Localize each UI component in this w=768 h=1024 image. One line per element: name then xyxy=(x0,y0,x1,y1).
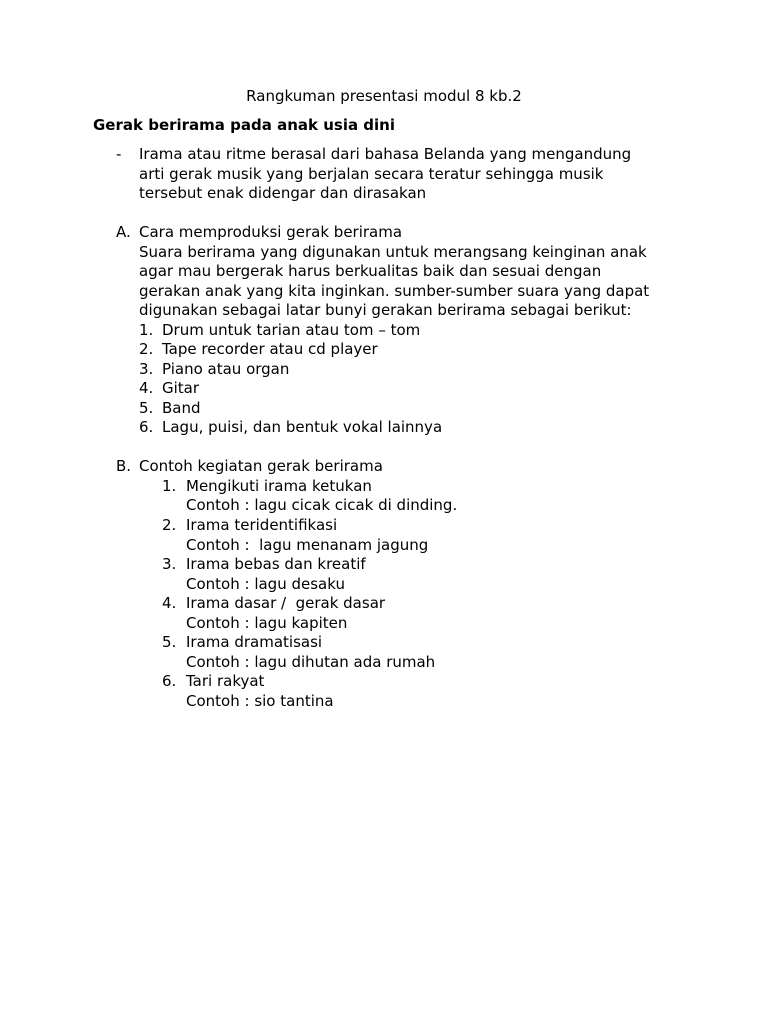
section-heading: Gerak berirama pada anak usia dini xyxy=(93,116,395,134)
list-number: 4. xyxy=(139,379,154,397)
list-item-example: Contoh : sio tantina xyxy=(186,692,334,710)
list-number: 5. xyxy=(139,399,154,417)
section-a-marker: A. xyxy=(116,223,131,241)
list-item: Irama dasar / gerak dasar xyxy=(186,594,386,612)
list-number: 4. xyxy=(162,594,177,612)
list-item: Mengikuti irama ketukan xyxy=(186,477,372,495)
list-item: Tape recorder atau cd player xyxy=(162,340,378,358)
list-item: Gitar xyxy=(162,379,200,397)
intro-line: tersebut enak didengar dan dirasakan xyxy=(139,184,427,202)
list-item: Drum untuk tarian atau tom – tom xyxy=(162,321,421,339)
list-number: 5. xyxy=(162,633,177,651)
section-a-paragraph-line: gerakan anak yang kita inginkan. sumber-sumber suara yang dapat xyxy=(139,282,650,300)
list-number: 3. xyxy=(162,555,177,573)
bullet-marker: - xyxy=(116,145,122,163)
list-item: Irama dramatisasi xyxy=(186,633,323,651)
list-number: 1. xyxy=(162,477,177,495)
list-number: 2. xyxy=(139,340,154,358)
section-a-title: Cara memproduksi gerak berirama xyxy=(139,223,403,241)
list-number: 6. xyxy=(162,672,177,690)
section-a-paragraph-line: Suara berirama yang digunakan untuk merangsang keinginan anak xyxy=(139,243,647,261)
section-a-paragraph-line: agar mau bergerak harus berkualitas baik dan sesuai dengan xyxy=(139,262,602,280)
list-item: Lagu, puisi, dan bentuk vokal lainnya xyxy=(162,418,443,436)
list-item: Irama bebas dan kreatif xyxy=(186,555,366,573)
list-number: 3. xyxy=(139,360,154,378)
list-number: 2. xyxy=(162,516,177,534)
section-b-title: Contoh kegiatan gerak berirama xyxy=(139,457,383,475)
list-number: 1. xyxy=(139,321,154,339)
list-item-example: Contoh : lagu menanam jagung xyxy=(186,536,429,554)
list-item: Piano atau organ xyxy=(162,360,290,378)
list-item: Tari rakyat xyxy=(186,672,265,690)
list-number: 6. xyxy=(139,418,154,436)
section-b-marker: B. xyxy=(116,457,132,475)
section-a-paragraph-line: digunakan sebagai latar bunyi gerakan berirama sebagai berikut: xyxy=(139,301,632,319)
page-title: Rangkuman presentasi modul 8 kb.2 xyxy=(246,87,522,105)
list-item-example: Contoh : lagu dihutan ada rumah xyxy=(186,653,436,671)
list-item-example: Contoh : lagu cicak cicak di dinding. xyxy=(186,496,458,514)
list-item-example: Contoh : lagu desaku xyxy=(186,575,345,593)
list-item: Irama teridentifikasi xyxy=(186,516,338,534)
intro-line: arti gerak musik yang berjalan secara teratur sehingga musik xyxy=(139,165,604,183)
list-item-example: Contoh : lagu kapiten xyxy=(186,614,348,632)
intro-line: Irama atau ritme berasal dari bahasa Belanda yang mengandung xyxy=(139,145,632,163)
list-item: Band xyxy=(162,399,201,417)
